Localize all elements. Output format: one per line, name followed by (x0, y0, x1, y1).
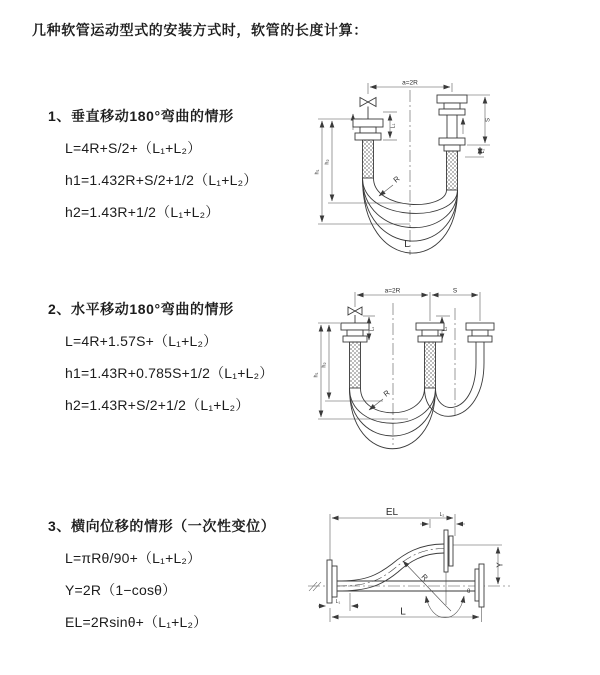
dim-label-r: R (419, 572, 430, 583)
dim-label-theta: θ (467, 589, 471, 595)
dim-label-a2r: a=2R (384, 287, 401, 295)
dim-label-l2: L₂ (480, 148, 486, 154)
dim-label-l1: L₁ (390, 123, 397, 129)
dim-label-l2: L₂ (442, 326, 449, 332)
diagram-vertical-180-bend (313, 72, 575, 260)
dim-label-y: Y (495, 562, 505, 568)
diagram-lateral-displacement (305, 503, 597, 653)
valve-icon (348, 307, 362, 315)
dim-label-a2r: a=2R (402, 79, 418, 87)
dim-label-r: R (381, 388, 392, 399)
section-heading: 1、垂直移动180°弯曲的情形 (48, 108, 234, 124)
dim-label-h2: h₂ (324, 159, 331, 165)
dim-label-s: S (452, 287, 458, 295)
diagram-horizontal-180-bend (313, 283, 580, 455)
formula-line: L=4R+S/2+（L₁+L₂） (65, 140, 202, 156)
dim-label-el: EL (385, 507, 399, 518)
d2-hose-assembly (341, 307, 494, 449)
dim-label-l: L (400, 606, 406, 618)
section-lateral-displacement (48, 516, 275, 644)
formula-line: h2=1.43R+S/2+1/2（L₁+L₂） (65, 397, 250, 413)
braided-hose-left (350, 342, 361, 388)
formula-line: L=πRθ/90+（L₁+L₂） (65, 550, 202, 566)
formula-line: h1=1.43R+0.785S+1/2（L₁+L₂） (65, 365, 274, 381)
formula-line: L=4R+1.57S+（L₁+L₂） (65, 333, 218, 349)
flange-left (327, 560, 332, 603)
formula-line: h2=1.43R+1/2（L₁+L₂） (65, 204, 220, 220)
dim-label-l2: L₂ (439, 512, 445, 518)
d2-dimension-lines (318, 292, 480, 445)
section-vertical-movement (48, 106, 257, 234)
braided-hose-middle (425, 342, 436, 388)
braided-hose-right (447, 151, 458, 190)
section-horizontal-movement (48, 299, 273, 427)
dim-label-h1: h₁ (313, 372, 320, 378)
dim-label-h2: h₂ (321, 362, 328, 368)
formula-line: h1=1.432R+S/2+1/2（L₁+L₂） (65, 172, 258, 188)
section-heading: 3、横向位移的情形（一次性变位） (48, 518, 276, 534)
d1-labels (315, 80, 492, 251)
formula-line: Y=2R（1−cosθ） (65, 582, 177, 598)
dim-label-r: R (391, 174, 402, 185)
flange-top (444, 530, 448, 572)
d3-hose-assembly (327, 530, 484, 607)
flange-right (479, 564, 484, 607)
u-bend-curves (350, 363, 485, 449)
dim-label-h1: h₁ (314, 169, 321, 175)
dim-label-s: S (485, 117, 492, 123)
page-title: 几种软管运动型式的安装方式时，软管的长度计算： (32, 22, 368, 38)
dim-label-l1: L₁ (369, 326, 376, 332)
dim-label-l: L (404, 239, 410, 250)
s-curve-hose (337, 544, 444, 591)
formula-line: EL=2Rsinθ+（L₁+L₂） (65, 614, 208, 630)
dim-label-l1: L₁ (335, 599, 341, 605)
section-heading: 2、水平移动180°弯曲的情形 (48, 301, 234, 317)
valve-icon (360, 98, 376, 107)
d2-labels (314, 288, 458, 399)
braided-hose-left (363, 140, 374, 178)
